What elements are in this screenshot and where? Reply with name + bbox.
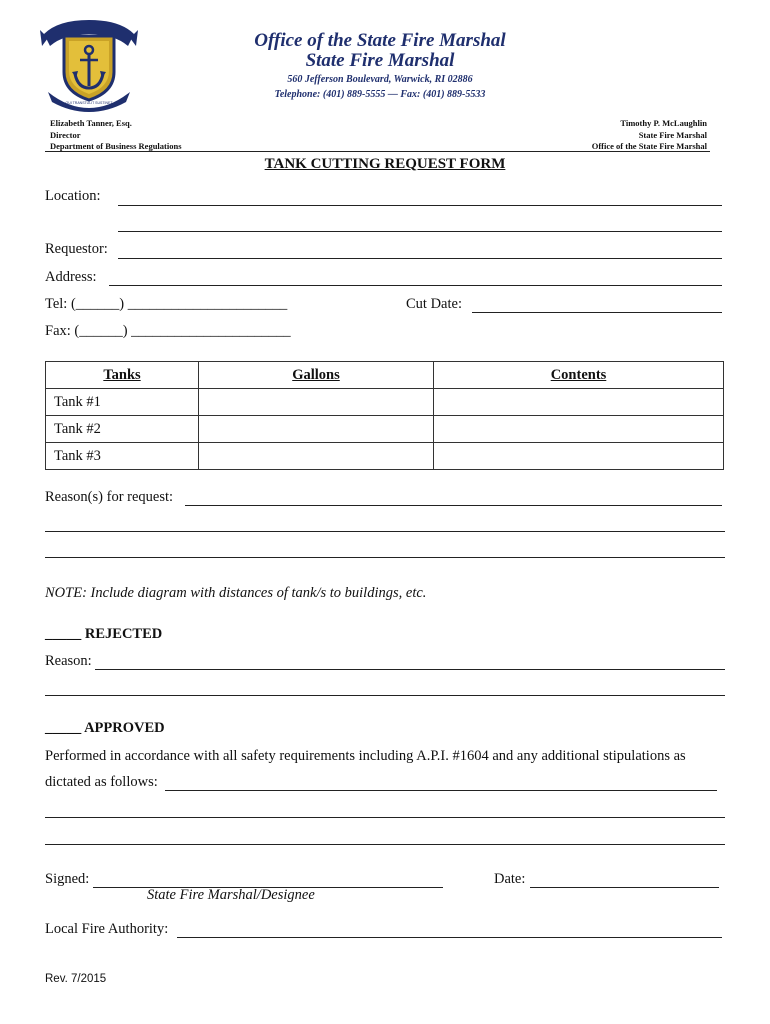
tanks-table [45, 361, 724, 470]
department-name: Department of Business Regulations [50, 141, 182, 151]
local-authority-label: Local Fire Authority: [45, 921, 169, 937]
stipulations-line-2[interactable] [45, 817, 725, 818]
seal-top-text: SIGILLUM [77, 16, 101, 22]
approved-checkbox[interactable]: _____ APPROVED [45, 720, 165, 736]
director-name: Elizabeth Tanner, Esq. [50, 118, 132, 128]
date-label: Date: [494, 871, 526, 887]
rejected-checkbox[interactable]: _____ REJECTED [45, 626, 163, 642]
tank-label: Tank #3 [46, 443, 199, 470]
address-field[interactable] [109, 285, 722, 286]
state-seal-logo [38, 12, 140, 112]
marshal-title: State Fire Marshal [638, 130, 707, 140]
reasons-field[interactable] [185, 505, 722, 506]
address-label: Address: [45, 269, 97, 285]
location-label: Location: [45, 188, 101, 204]
form-title: TANK CUTTING REQUEST FORM [264, 156, 506, 172]
cut-date-field[interactable] [472, 312, 722, 313]
stipulations-label: dictated as follows: [45, 774, 158, 790]
tanks-header: Tanks [46, 362, 199, 389]
tank-label: Tank #1 [46, 389, 199, 416]
tel-field[interactable]: Tel: (______) ______________________ [45, 296, 288, 312]
tank-label: Tank #2 [46, 416, 199, 443]
local-authority-field[interactable] [177, 937, 722, 938]
sub-title: State Fire Marshal [305, 50, 455, 71]
reasons-field-line-2[interactable] [45, 531, 725, 532]
rejected-reason-line-2[interactable] [45, 695, 725, 696]
stipulations-field[interactable] [165, 790, 717, 791]
table-row [46, 416, 724, 443]
requestor-label: Requestor: [45, 241, 108, 257]
requestor-field[interactable] [118, 258, 722, 259]
gallons-cell[interactable] [199, 389, 434, 416]
revision-label: Rev. 7/2015 [45, 973, 107, 985]
cut-date-label: Cut Date: [406, 296, 462, 312]
gallons-header: Gallons [199, 362, 434, 389]
stipulations-line-3[interactable] [45, 844, 725, 845]
fax-field[interactable]: Fax: (______) ______________________ [45, 323, 291, 339]
office-address: 560 Jefferson Boulevard, Warwick, RI 02886 [287, 74, 473, 85]
table-row [46, 443, 724, 470]
director-title: Director [50, 130, 81, 140]
rejected-reason-label: Reason: [45, 653, 92, 669]
location-field-line-2[interactable] [118, 231, 722, 232]
office-title: Office of the State Fire Marshal [254, 30, 506, 51]
reasons-label: Reason(s) for request: [45, 489, 174, 505]
contents-cell[interactable] [434, 443, 724, 470]
approved-text: Performed in accordance with all safety requirements including A.P.I. #1604 and any additional stipulations as [45, 748, 686, 764]
contents-cell[interactable] [434, 416, 724, 443]
gallons-cell[interactable] [199, 416, 434, 443]
rejected-reason-field[interactable] [95, 669, 725, 670]
table-row [46, 389, 724, 416]
signed-label: Signed: [45, 871, 90, 887]
header-divider [45, 151, 710, 152]
location-field[interactable] [118, 205, 722, 206]
designee-caption: State Fire Marshal/Designee [147, 887, 315, 903]
contents-cell[interactable] [434, 389, 724, 416]
gallons-cell[interactable] [199, 443, 434, 470]
contents-header: Contents [434, 362, 724, 389]
seal-motto-text: QUI TRANSTULIT SUSTINET [65, 101, 113, 105]
table-header-row [46, 362, 724, 389]
marshal-office: Office of the State Fire Marshal [591, 141, 707, 151]
office-phone: Telephone: (401) 889-5555 — Fax: (401) 889-5533 [274, 89, 486, 100]
reasons-field-line-3[interactable] [45, 557, 725, 558]
diagram-note: NOTE: Include diagram with distances of tank/s to buildings, etc. [45, 585, 427, 601]
marshal-name: Timothy P. McLaughlin [620, 118, 707, 128]
date-field[interactable] [530, 887, 719, 888]
